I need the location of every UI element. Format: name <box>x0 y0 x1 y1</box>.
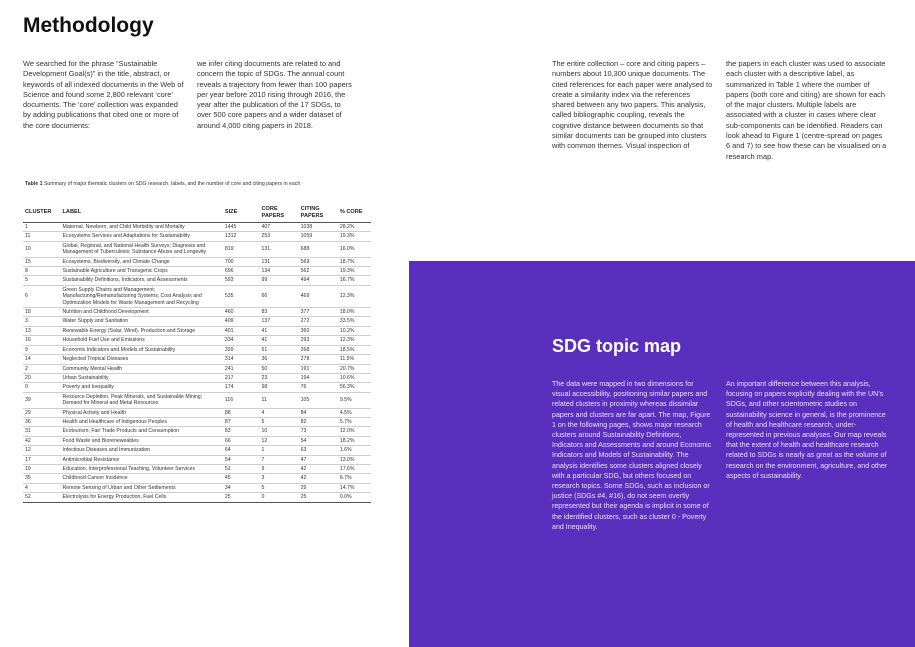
cell-core-papers: 134 <box>260 267 299 276</box>
cell-percent-core: 1.6% <box>338 446 371 455</box>
cell-size: 329 <box>223 345 260 354</box>
cell-cluster: 11 <box>23 232 61 241</box>
cell-percent-core: 18.5% <box>338 345 371 354</box>
cell-size: 25 <box>223 493 260 502</box>
cell-cluster: 6 <box>23 285 61 307</box>
table-row <box>23 317 371 326</box>
cell-core-papers: 98 <box>260 383 299 392</box>
table-row <box>23 427 371 436</box>
cell-core-papers: 5 <box>260 483 299 492</box>
cell-label: Health and Healthcare of Indigenous Peoples <box>61 417 223 426</box>
cell-cluster: 14 <box>23 355 61 364</box>
cell-cluster: 52 <box>23 493 61 502</box>
table-row <box>23 446 371 455</box>
cell-core-papers: 66 <box>260 285 299 307</box>
table-row <box>23 493 371 502</box>
cell-cluster: 16 <box>23 336 61 345</box>
cell-cluster: 29 <box>23 408 61 417</box>
methodology-paragraph-3: The entire collection – core and citing papers – numbers about 10,300 unique documents. The cited references for each paper were analysed to create a similarity index via the references shared between any two papers. This analysis, called bibliographic coupling, reveals the cognitive distance between documents so that similar documents can be grouped into clusters with common themes. Visual inspection of <box>552 59 713 151</box>
table-row <box>23 232 371 241</box>
cell-citing-papers: 42 <box>299 464 338 473</box>
table-row <box>23 257 371 266</box>
cell-core-papers: 61 <box>260 345 299 354</box>
cell-cluster: 10 <box>23 241 61 257</box>
cell-label: Global, Regional, and National Health Surveys; Diagnosis and Management of Tuberculosis; Substance Abuse and Longevity <box>61 241 223 257</box>
table-caption-text: Summary of major thematic clusters on SDG research, labels, and the number of core and citing papers in each <box>42 181 301 187</box>
table-row <box>23 326 371 335</box>
cell-core-papers: 131 <box>260 257 299 266</box>
cell-percent-core: 14.7% <box>338 483 371 492</box>
cell-size: 66 <box>223 436 260 445</box>
table-row <box>23 241 371 257</box>
cell-cluster: 8 <box>23 267 61 276</box>
table-row <box>23 267 371 276</box>
cell-citing-papers: 63 <box>299 446 338 455</box>
cell-size: 314 <box>223 355 260 364</box>
cell-label: Education, Interprofessional Teaching, Volunteer Services <box>61 464 223 473</box>
cell-size: 87 <box>223 417 260 426</box>
cell-cluster: 18 <box>23 308 61 317</box>
header-core-papers: CORE PAPERS <box>260 203 299 223</box>
cell-size: 241 <box>223 364 260 373</box>
methodology-paragraph-1: We searched for the phrase “Sustainable Development Goal(s)” in the title, abstract, or keywords of all indexed documents in the Web of Science and found some 2,800 relevant ‘core’ documents. The ‘core’ collection was expanded by adding publications that cited one or more of the core documents: <box>23 59 184 130</box>
cell-percent-core: 4.5% <box>338 408 371 417</box>
cell-cluster: 36 <box>23 417 61 426</box>
cell-size: 217 <box>223 373 260 382</box>
cell-percent-core: 19.3% <box>338 232 371 241</box>
cell-citing-papers: 105 <box>299 392 338 408</box>
table-row <box>23 483 371 492</box>
cell-citing-papers: 76 <box>299 383 338 392</box>
cell-citing-papers: 84 <box>299 408 338 417</box>
header-label: LABEL <box>61 203 223 223</box>
cell-size: 1312 <box>223 232 260 241</box>
table-row <box>23 417 371 426</box>
cell-label: Antimicrobial Resistance <box>61 455 223 464</box>
cell-label: Poverty and Inequality <box>61 383 223 392</box>
cell-percent-core: 0.0% <box>338 493 371 502</box>
cell-size: 174 <box>223 383 260 392</box>
cell-cluster: 19 <box>23 464 61 473</box>
cell-size: 593 <box>223 276 260 285</box>
cell-cluster: 9 <box>23 345 61 354</box>
cell-citing-papers: 191 <box>299 364 338 373</box>
cell-core-papers: 99 <box>260 276 299 285</box>
table-row <box>23 308 371 317</box>
cell-label: Sustainability Definitions, Indicators, and Assessments <box>61 276 223 285</box>
table-row <box>23 355 371 364</box>
cell-label: Nutrition and Childhood Development <box>61 308 223 317</box>
table-caption <box>25 181 375 188</box>
cell-core-papers: 5 <box>260 417 299 426</box>
cell-citing-papers: 494 <box>299 276 338 285</box>
cell-percent-core: 6.7% <box>338 474 371 483</box>
cell-size: 54 <box>223 455 260 464</box>
table-row <box>23 373 371 382</box>
cell-core-papers: 50 <box>260 364 299 373</box>
cell-cluster: 3 <box>23 317 61 326</box>
cell-label: Economic Indicators and Models of Sustainability <box>61 345 223 354</box>
cell-label: Urban Sustainability <box>61 373 223 382</box>
cell-size: 334 <box>223 336 260 345</box>
cell-label: Sustainable Agriculture and Transgenic Crops <box>61 267 223 276</box>
cell-citing-papers: 47 <box>299 455 338 464</box>
cell-label: Childhood Cancer Incidence <box>61 474 223 483</box>
cell-label: Ecosystems Services and Adaptations for Sustainability <box>61 232 223 241</box>
cell-citing-papers: 73 <box>299 427 338 436</box>
cell-cluster: 42 <box>23 436 61 445</box>
cell-percent-core: 56.3% <box>338 383 371 392</box>
cluster-table <box>23 203 371 503</box>
cell-cluster: 1 <box>23 223 61 232</box>
table-row <box>23 455 371 464</box>
cell-core-papers: 1 <box>260 446 299 455</box>
cell-citing-papers: 1059 <box>299 232 338 241</box>
cell-percent-core: 5.7% <box>338 417 371 426</box>
cell-citing-papers: 194 <box>299 373 338 382</box>
cell-cluster: 12 <box>23 446 61 455</box>
cell-size: 819 <box>223 241 260 257</box>
cell-core-papers: 12 <box>260 436 299 445</box>
sdg-paragraph-1: The data were mapped in two dimensions for visual accessibility, positioning similar papers and related clusters in proximity whereas dissimilar papers and clusters are far apart. The map, Figure 1 on the following pages, shows major research clusters around Sustainability Definitions, Indicators and Assessments and around Economic Indicators and Models of Sustainability. The analysis identifies some clusters aligned closely with a particular SDG, but others focused on research topics. Some SDGs, such as inclusion or justice (SDGs #4, #16), do not seem overtly represented but their agenda is implicit in some of the identified clusters, such as cluster 0 - Poverty and Inequality. <box>552 380 712 531</box>
cell-core-papers: 3 <box>260 474 299 483</box>
cell-label: Remote Sensing of Urban and Other Settlements <box>61 483 223 492</box>
cell-cluster: 20 <box>23 373 61 382</box>
cell-percent-core: 11.5% <box>338 355 371 364</box>
cell-label: Household Fuel Use and Emissions <box>61 336 223 345</box>
cell-label: Infectious Diseases and Immunization <box>61 446 223 455</box>
table-row <box>23 345 371 354</box>
cell-percent-core: 18.7% <box>338 257 371 266</box>
cell-size: 460 <box>223 308 260 317</box>
table-caption-label: Table 1 <box>25 181 43 187</box>
cell-size: 45 <box>223 474 260 483</box>
cell-percent-core: 13.0% <box>338 455 371 464</box>
cell-cluster: 0 <box>23 383 61 392</box>
cell-size: 51 <box>223 464 260 473</box>
cell-core-papers: 407 <box>260 223 299 232</box>
cell-size: 409 <box>223 317 260 326</box>
table-row <box>23 408 371 417</box>
cell-core-papers: 23 <box>260 373 299 382</box>
cell-citing-papers: 82 <box>299 417 338 426</box>
sdg-paragraph-2: An important difference between this analysis, focusing on papers explicitly dealing with the UN’s SDGs, and other scientometric studies on sustainability science in general, is the prominence of health and healthcare research, under-represented in previous analyses. Our map reveals that the extent of health and healthcare research related to SDGs is nearly as great as the volume of research on the environment, agriculture, and other aspects of sustainability. <box>726 380 888 480</box>
table-row <box>23 336 371 345</box>
cell-citing-papers: 278 <box>299 355 338 364</box>
cell-size: 34 <box>223 483 260 492</box>
cell-percent-core: 12.0% <box>338 427 371 436</box>
cell-label: Green Supply Chains and Management; Manufacturing/Remanufacturing Systems; Cost Analysis and Optimization Models for Waste Management and Recycling <box>61 285 223 307</box>
cell-citing-papers: 272 <box>299 317 338 326</box>
cell-citing-papers: 29 <box>299 483 338 492</box>
cell-cluster: 39 <box>23 392 61 408</box>
cell-cluster: 15 <box>23 257 61 266</box>
cell-core-papers: 41 <box>260 326 299 335</box>
cell-label: Food Waste and Bioreneweables <box>61 436 223 445</box>
table-row <box>23 474 371 483</box>
cell-cluster: 4 <box>23 483 61 492</box>
cell-core-papers: 9 <box>260 464 299 473</box>
cell-percent-core: 10.6% <box>338 373 371 382</box>
cell-citing-papers: 562 <box>299 267 338 276</box>
cell-label: Neglected Tropical Diseases <box>61 355 223 364</box>
table-row <box>23 276 371 285</box>
cell-size: 64 <box>223 446 260 455</box>
cell-label: Renewable Energy (Solar, Wind), Production and Storage <box>61 326 223 335</box>
table-row <box>23 464 371 473</box>
cell-citing-papers: 469 <box>299 285 338 307</box>
table-row <box>23 364 371 373</box>
cell-core-papers: 10 <box>260 427 299 436</box>
header-percent-core: % CORE <box>338 203 371 223</box>
methodology-paragraph-4: the papers in each cluster was used to associate each cluster with a descriptive label, as summarized in Table 1 where the number of papers (both core and citing) are shown for each of the major clusters. Multiple labels are associated with a cluster in cases where clear sub-components can be identified. Readers can look ahead to Figure 1 (centre-spread on pages 6 and 7) to see how these can be visualised on a research map. <box>726 59 887 161</box>
cell-core-papers: 41 <box>260 336 299 345</box>
cell-label: Maternal, Newborn, and Child Morbidity and Mortality <box>61 223 223 232</box>
cell-core-papers: 36 <box>260 355 299 364</box>
cell-cluster: 17 <box>23 455 61 464</box>
cell-core-papers: 131 <box>260 241 299 257</box>
cell-core-papers: 137 <box>260 317 299 326</box>
cell-citing-papers: 54 <box>299 436 338 445</box>
cell-label: Physical Activity and Health <box>61 408 223 417</box>
cell-core-papers: 4 <box>260 408 299 417</box>
cell-size: 116 <box>223 392 260 408</box>
cell-label: Resource Depletion, Peak Minerals, and Sustainable Mining; Demand for Mineral and Metal Resources <box>61 392 223 408</box>
table-row <box>23 436 371 445</box>
cell-citing-papers: 569 <box>299 257 338 266</box>
cell-percent-core: 20.7% <box>338 364 371 373</box>
table-row <box>23 285 371 307</box>
header-cluster: CLUSTER <box>23 203 61 223</box>
cell-cluster: 5 <box>23 276 61 285</box>
cell-citing-papers: 360 <box>299 326 338 335</box>
cell-percent-core: 17.6% <box>338 464 371 473</box>
cell-percent-core: 12.3% <box>338 336 371 345</box>
cell-label: Community Mental Health <box>61 364 223 373</box>
cell-percent-core: 10.2% <box>338 326 371 335</box>
cell-size: 535 <box>223 285 260 307</box>
cell-citing-papers: 42 <box>299 474 338 483</box>
table-row <box>23 392 371 408</box>
cell-citing-papers: 688 <box>299 241 338 257</box>
table-row <box>23 383 371 392</box>
cell-size: 1445 <box>223 223 260 232</box>
cell-percent-core: 28.2% <box>338 223 371 232</box>
cell-percent-core: 33.5% <box>338 317 371 326</box>
cell-size: 88 <box>223 408 260 417</box>
cell-size: 696 <box>223 267 260 276</box>
page-title: Methodology <box>23 14 154 37</box>
cell-core-papers: 7 <box>260 455 299 464</box>
cell-percent-core: 9.5% <box>338 392 371 408</box>
cell-label: Ecosystems, Biodiversity, and Climate Change <box>61 257 223 266</box>
cell-citing-papers: 377 <box>299 308 338 317</box>
cell-core-papers: 0 <box>260 493 299 502</box>
cell-cluster: 2 <box>23 364 61 373</box>
cell-cluster: 35 <box>23 474 61 483</box>
cell-citing-papers: 1038 <box>299 223 338 232</box>
header-citing-papers: CITING PAPERS <box>299 203 338 223</box>
header-size: SIZE <box>223 203 260 223</box>
cell-label: Ecotourism; Fair Trade Products and Consumption <box>61 427 223 436</box>
cell-percent-core: 19.3% <box>338 267 371 276</box>
cell-percent-core: 18.0% <box>338 308 371 317</box>
methodology-paragraph-2: we infer citing documents are related to and concern the topic of SDGs. The annual count reveals a trajectory from fewer than 100 papers per year before 2010 rising through 2016, the year after the publication of the 17 SDGs, to over 500 core papers and a wider dataset of around 4,000 citing papers in 2018. <box>197 59 352 130</box>
table-row <box>23 223 371 232</box>
cell-core-papers: 253 <box>260 232 299 241</box>
cell-size: 700 <box>223 257 260 266</box>
table-header-row <box>23 203 371 223</box>
cell-cluster: 13 <box>23 326 61 335</box>
cell-percent-core: 16.7% <box>338 276 371 285</box>
cell-label: Water Supply and Sanitation <box>61 317 223 326</box>
cell-citing-papers: 268 <box>299 345 338 354</box>
cell-percent-core: 16.0% <box>338 241 371 257</box>
cell-citing-papers: 293 <box>299 336 338 345</box>
cell-label: Electrolysis for Energy Production, Fuel Cells <box>61 493 223 502</box>
table-body <box>23 223 371 503</box>
cell-citing-papers: 25 <box>299 493 338 502</box>
cell-cluster: 31 <box>23 427 61 436</box>
cell-percent-core: 12.3% <box>338 285 371 307</box>
cell-size: 401 <box>223 326 260 335</box>
cell-core-papers: 83 <box>260 308 299 317</box>
cell-percent-core: 18.2% <box>338 436 371 445</box>
cell-size: 83 <box>223 427 260 436</box>
cell-core-papers: 11 <box>260 392 299 408</box>
sdg-section-title: SDG topic map <box>552 336 682 356</box>
